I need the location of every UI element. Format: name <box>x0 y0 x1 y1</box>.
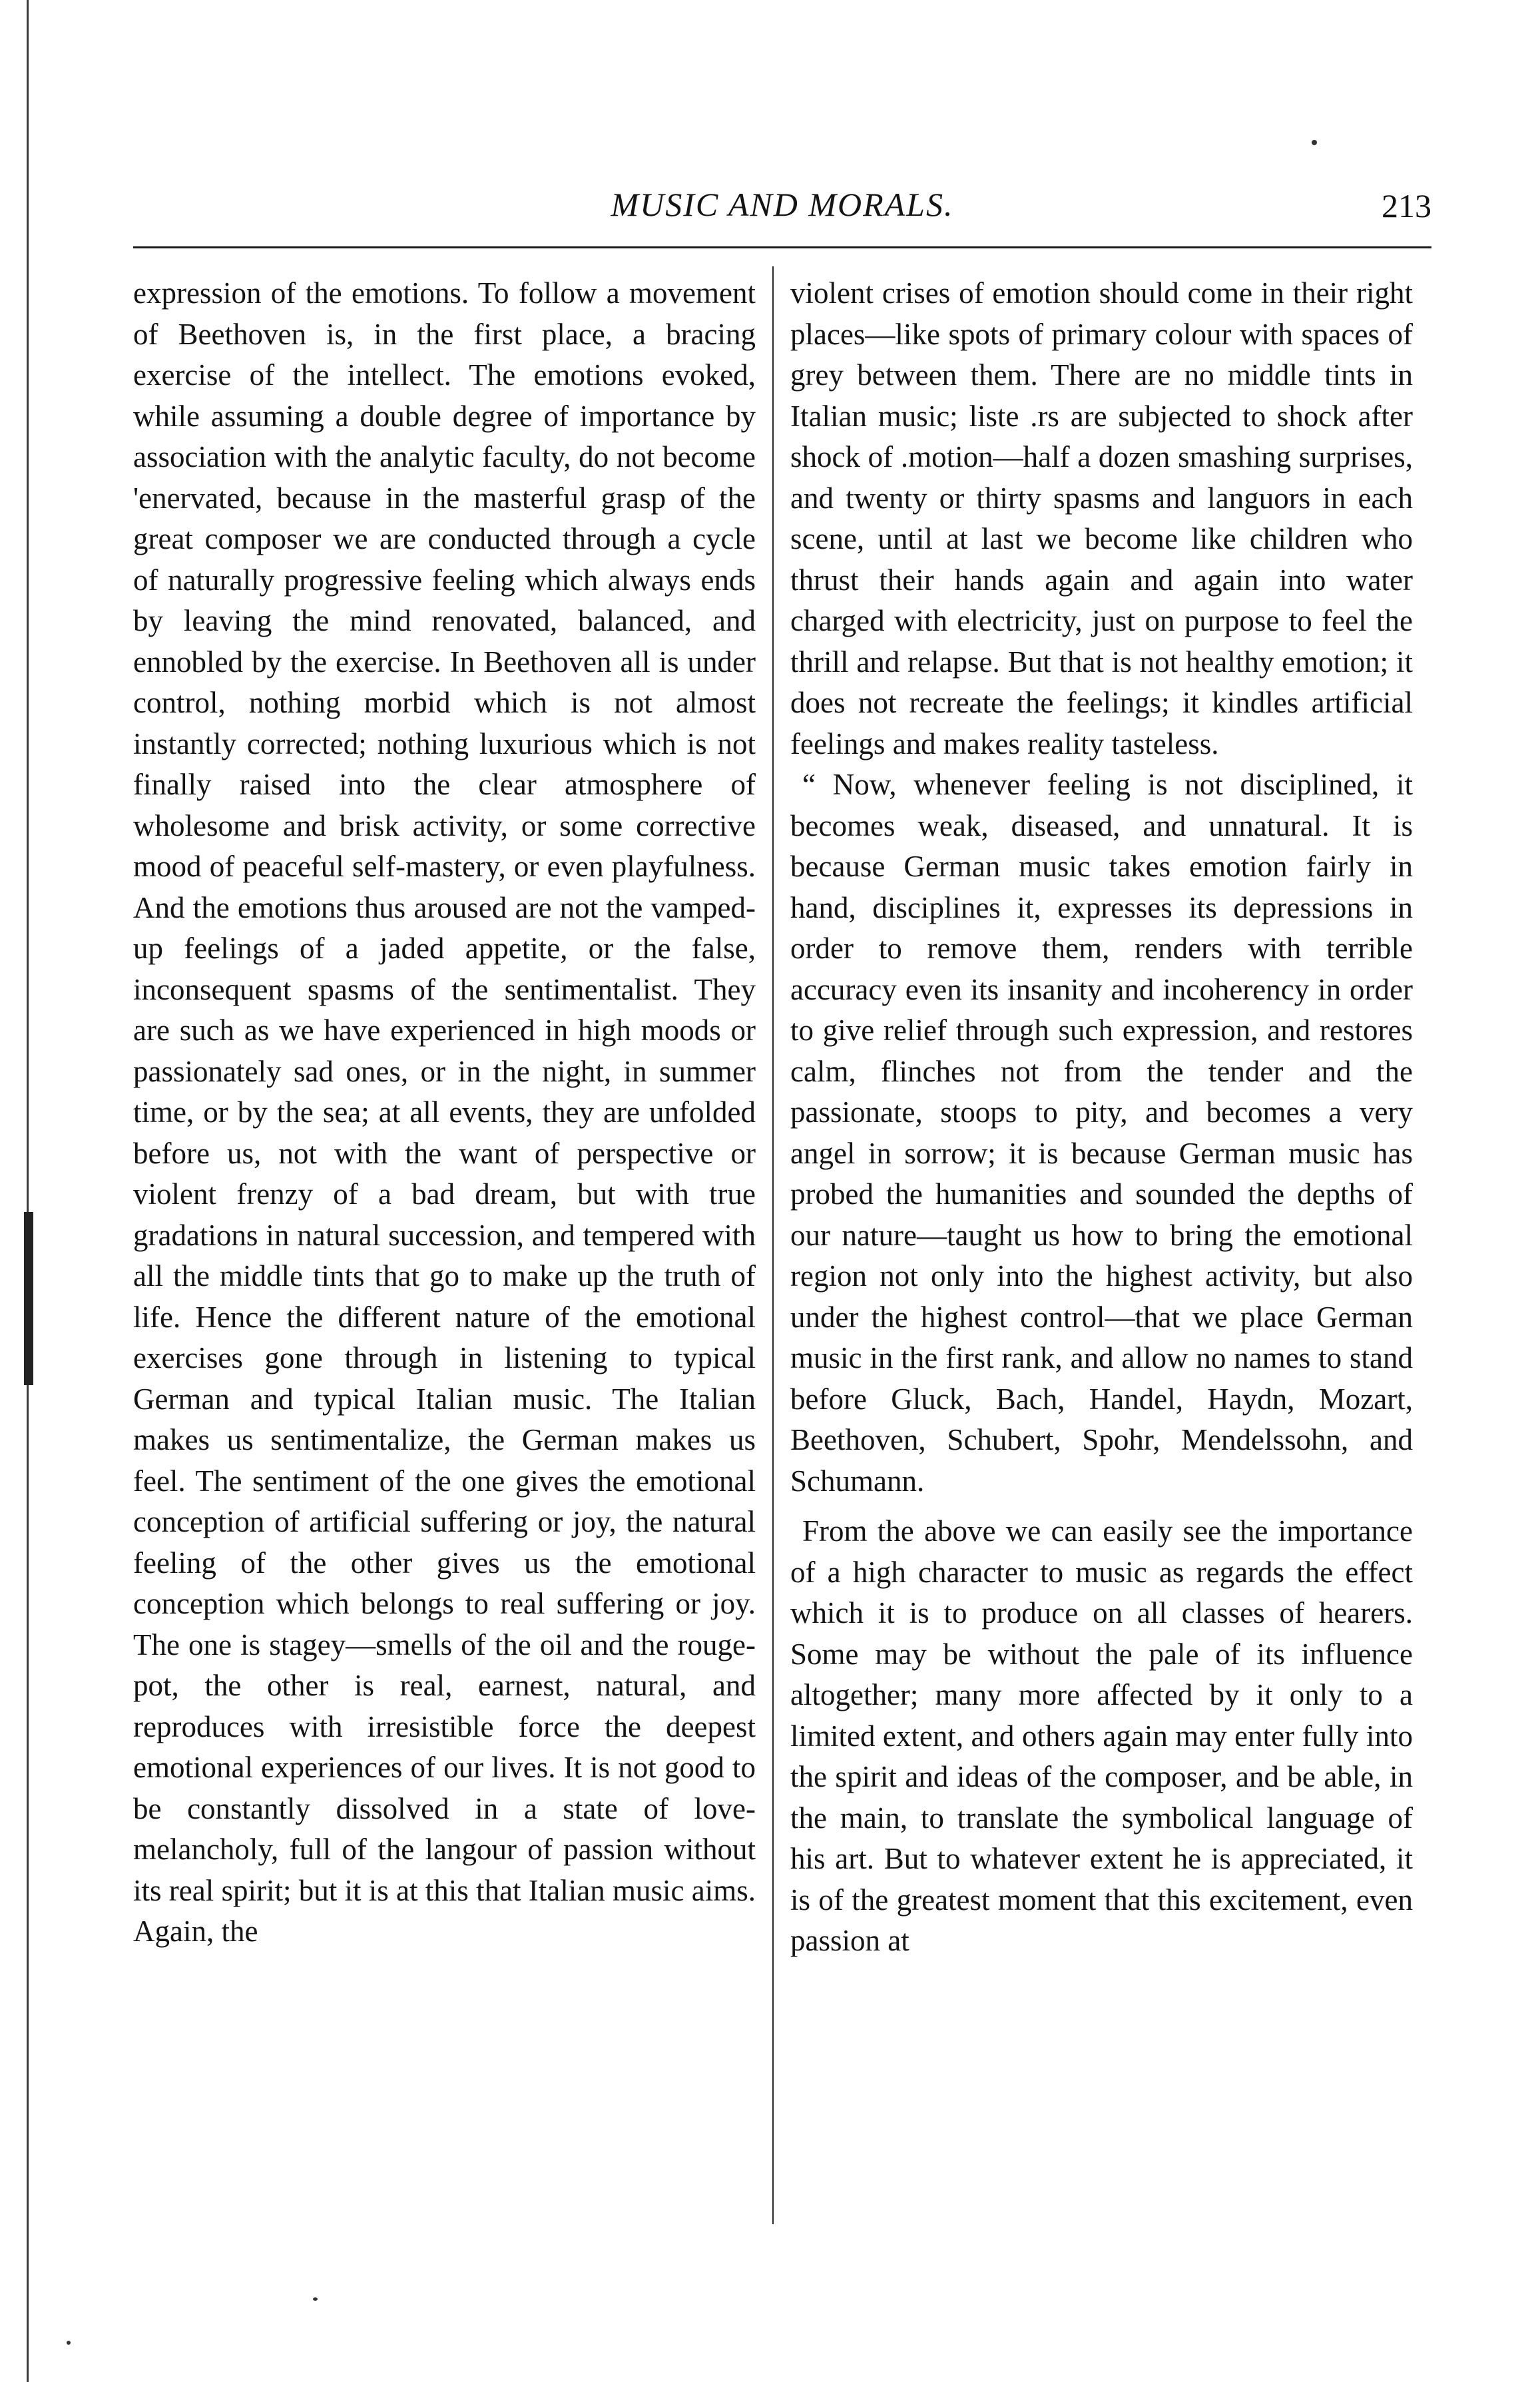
right-column-paragraph-1: violent crises of emotion should come in their right places—like spots of primary colour with spaces of grey between them. There are no middle tints in Italian music; liste .rs are subjected to shock after shock of .motion—half a dozen smashing surprises, and twenty or thirty spasms and languors in each scene, until at last we become like children who thrust their hands again and again into water charged with electricity, just on purpose to feel the thrill and relapse. But that is not healthy emotion; it does not recreate the feelings; it kindles artificial feelings and makes reality tasteless. <box>790 276 1413 760</box>
page-left-edge <box>27 0 32 2382</box>
column-divider <box>772 266 774 2224</box>
page-number: 213 <box>1382 187 1431 224</box>
page-binding-shadow <box>24 1212 33 1385</box>
page-speck <box>1312 140 1317 145</box>
page-speck <box>67 2341 71 2345</box>
right-column-paragraph-2: “ Now, whenever feeling is not disciplined, it becomes weak, diseased, and unnatural. It is because German music takes emotion fairly in hand, disciplines it, expresses its depressions in order to remove them, renders with terrible accuracy even its insanity and incoherency in order to give relief through such expression, and restores calm, flinches not from the tender and the passionate, stoops to pity, and becomes a very angel in sorrow; it is because German music has probed the humanities and sounded the depths of our nature—taught us how to bring the emotional region not only into the highest activity, but also under the highest control—that we place German music in the first rank, and allow no names to stand before Gluck, Bach, Handel, Haydn, Mozart, Beethoven, Schubert, Spohr, Mendelssohn, and Schumann. <box>790 768 1413 1498</box>
left-column-text: expression of the emotions. To follow a movement of Beethoven is, in the first place, a bracing exercise of the intellect. The emotions evoked, while assuming a double degree of importance by association with the analytic faculty, do not become 'enervated, because in the masterful grasp of the great composer we are conducted through a cycle of naturally progressive feeling which always ends by leaving the mind renovated, balanced, and ennobled by the exercise. In Beethoven all is under control, nothing morbid which is not almost instantly corrected; nothing luxurious which is not finally raised into the clear atmosphere of wholesome and brisk activity, or some corrective mood of peaceful self-mastery, or even playfulness. And the emotions thus aroused are not the vamped-up feelings of a jaded appetite, or the false, inconsequent spasms of the sentimentalist. They are such as we have experienced in high moods or passionately sad ones, or in the night, in summer time, or by the sea; at all events, they are unfolded before us, not with the want of perspective or violent frenzy of a bad dream, but with true gradations in natural succession, and tempered with all the middle tints that go to make up the truth of life. Hence the different nature of the emotional exercises gone through in listening to typical German and typical Italian music. The Italian makes us sentimentalize, the German makes us feel. The sentiment of the one gives the emotional conception of artificial suffering or joy, the natural feeling of the other gives us the emotional conception which belongs to real suffering or joy. The one is stagey—smells of the oil and the rouge-pot, the other is real, earnest, natural, and reproduces with irresistible force the deepest emotional experiences of our lives. It is not good to be constantly dissolved in a state of love-melancholy, full of the langour of passion without its real spirit; but it is at this that Italian music aims. Again, the <box>133 276 756 1948</box>
page-speck <box>313 2297 318 2301</box>
running-title: MUSIC AND MORALS. <box>611 186 954 223</box>
header-rule <box>133 246 1431 248</box>
left-column <box>133 273 756 1952</box>
right-column <box>790 273 1413 1962</box>
page-header <box>133 185 1431 238</box>
right-column-paragraph-3: From the above we can easily see the importance of a high character to music as regards the effect which it is to produce on all classes of hearers. Some may be without the pale of its influence altogether; many more affected by it only to a limited extent, and others again may enter fully into the spirit and ideas of the composer, and be able, in the main, to translate the symbolical language of his art. But to whatever extent he is appreciated, it is of the greatest moment that this excitement, even passion at <box>790 1514 1413 1957</box>
